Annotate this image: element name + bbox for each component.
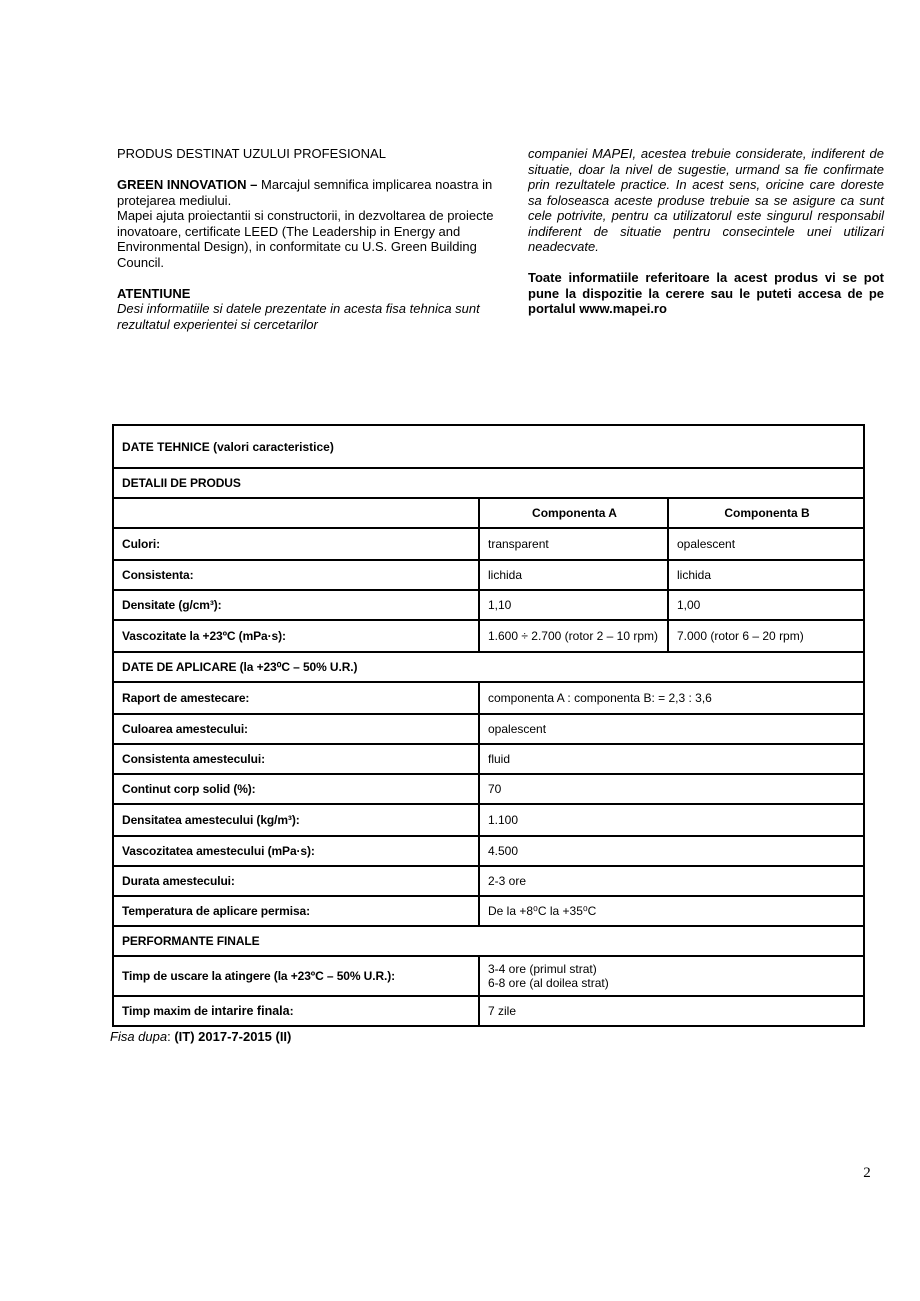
row-value: De la +8⁰C la +35⁰C	[479, 896, 864, 926]
row-label: Continut corp solid (%):	[113, 774, 479, 804]
professional-use-heading: PRODUS DESTINAT UZULUI PROFESIONAL	[117, 146, 386, 161]
green-innovation-text2: Mapei ajuta proiectantii si constructorii, in dezvoltarea de proiecte inovatoare, certificate LEED (The Leadership in Energy and Environmental Design), in conformitate cu U.S. Green Building Council.	[117, 208, 494, 270]
section-header-row	[113, 926, 864, 956]
section-header-row	[113, 652, 864, 682]
table-row	[113, 836, 864, 866]
table-row	[113, 956, 864, 996]
right-column	[528, 146, 884, 317]
row-value: 4.500	[479, 836, 864, 866]
row-label-part: intarire finala	[211, 1004, 290, 1018]
table-title: DATE TEHNICE (valori caracteristice)	[113, 425, 864, 468]
section-header-row	[113, 468, 864, 498]
revision-footer	[110, 1029, 291, 1044]
row-label: Culori:	[113, 528, 479, 560]
row-label: Consistenta:	[113, 560, 479, 590]
row-value: 7 zile	[479, 996, 864, 1026]
disclaimer-paragraph: companiei MAPEI, acestea trebuie considerate, indiferent de situatie, doar la nivel de sugestie, urmand sa fie confirmate prin rezultatele practice. In acest sens, oricine care doreste sa foloseasca aceste produse trebuie sa se asigure ca sunt cele potrivite, pentru ca utilizatorul este singurul responsabil indiferent de situatie pentru consecintele unei utilizari neadecvate.	[528, 146, 884, 254]
green-innovation-lead: GREEN INNOVATION –	[117, 177, 258, 192]
row-value: opalescent	[479, 714, 864, 744]
row-label	[113, 996, 479, 1026]
table-row	[113, 714, 864, 744]
revision-label: Fisa dupa	[110, 1029, 168, 1044]
row-label: Densitate (g/cm³):	[113, 590, 479, 620]
attention-heading: ATENTIUNE	[117, 285, 191, 301]
revision-colon: :	[167, 1029, 175, 1044]
component-b-value: 7.000 (rotor 6 – 20 rpm)	[668, 620, 864, 652]
row-value: componenta A : componenta B: = 2,3 : 3,6	[479, 682, 864, 714]
row-label-part: :	[289, 1004, 294, 1018]
revision-value: (IT) 2017-7-2015 (II)	[174, 1029, 292, 1044]
table-row	[113, 774, 864, 804]
row-label: Densitatea amestecului (kg/m³):	[113, 804, 479, 836]
green-innovation-paragraph	[117, 177, 499, 270]
row-label: Vascozitatea amestecului (mPa·s):	[113, 836, 479, 866]
section-header-aplicare: DATE DE APLICARE (la +23⁰C – 50% U.R.)	[113, 652, 864, 682]
row-value	[479, 956, 864, 996]
row-label-part: Timp maxim de	[122, 1004, 212, 1018]
left-column	[117, 146, 499, 332]
value-line-1: 3-4 ore (primul strat)	[488, 962, 597, 976]
component-a-value: 1,10	[479, 590, 668, 620]
row-value: 1.100	[479, 804, 864, 836]
section-header-detalii: DETALII DE PRODUS	[113, 468, 864, 498]
table-row	[113, 896, 864, 926]
row-value: 70	[479, 774, 864, 804]
row-label: Raport de amestecare:	[113, 682, 479, 714]
component-b-value: lichida	[668, 560, 864, 590]
table-row	[113, 528, 864, 560]
green-innovation-text: Marcajul semnifica implicarea noastra in protejarea mediului.	[117, 177, 493, 208]
component-a-value: 1.600 ÷ 2.700 (rotor 2 – 10 rpm)	[479, 620, 668, 652]
component-b-value: 1,00	[668, 590, 864, 620]
section-header-performante: PERFORMANTE FINALE	[113, 926, 864, 956]
technical-data-table	[112, 424, 865, 1027]
row-value: fluid	[479, 744, 864, 774]
component-a-value: lichida	[479, 560, 668, 590]
component-header-row	[113, 498, 864, 528]
value-line-2: 6-8 ore (al doilea strat)	[488, 976, 609, 990]
table-row	[113, 804, 864, 836]
row-label: Culoarea amestecului:	[113, 714, 479, 744]
row-label: Consistenta amestecului:	[113, 744, 479, 774]
attention-block	[117, 286, 499, 333]
row-value: 2-3 ore	[479, 866, 864, 896]
page-number: 2	[863, 1165, 871, 1181]
info-availability-paragraph: Toate informatiile referitoare la acest produs vi se pot pune la dispozitie la cerere sau le puteti accesa de pe portalul www.mapei.ro	[528, 270, 884, 316]
component-a-header: Componenta A	[479, 498, 668, 528]
row-label: Durata amestecului:	[113, 866, 479, 896]
table-row	[113, 996, 864, 1026]
component-b-header: Componenta B	[668, 498, 864, 528]
empty-cell	[113, 498, 479, 528]
table-row	[113, 590, 864, 620]
row-label: Timp de uscare la atingere (la +23ºC – 50% U.R.):	[113, 956, 479, 996]
row-label: Temperatura de aplicare permisa:	[113, 896, 479, 926]
component-a-value: transparent	[479, 528, 668, 560]
table-title-row	[113, 425, 864, 468]
table-row	[113, 744, 864, 774]
table-row	[113, 866, 864, 896]
row-label: Vascozitate la +23ºC (mPa·s):	[113, 620, 479, 652]
table-row	[113, 620, 864, 652]
attention-text: Desi informatiile si datele prezentate in acesta fisa tehnica sunt rezultatul experientei si cercetarilor	[117, 301, 480, 332]
table-row	[113, 682, 864, 714]
table-row	[113, 560, 864, 590]
component-b-value: opalescent	[668, 528, 864, 560]
